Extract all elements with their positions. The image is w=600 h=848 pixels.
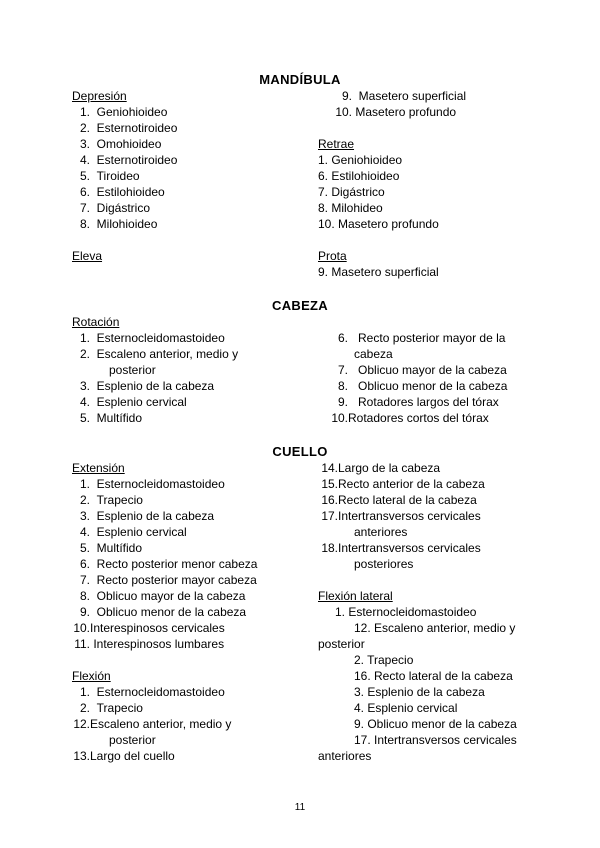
list-item: 13.Largo del cuello — [73, 749, 175, 763]
list-item-continuation: anteriores — [318, 749, 372, 763]
list-item: 3. Esplenio de la cabeza — [354, 685, 485, 699]
page-number: 11 — [294, 802, 306, 813]
subheading-depresion: Depresión — [72, 89, 127, 103]
list-item: 6. Estilohioideo — [79, 185, 165, 199]
list-item: 6. Recto posterior menor cabeza — [79, 557, 258, 571]
list-item-continuation: posterior — [109, 733, 156, 747]
list-item: 1. Esternocleidomastoideo — [79, 477, 225, 491]
list-item: 9. Oblicuo menor de la cabeza — [79, 605, 247, 619]
list-item: 12. Escaleno anterior, medio y — [354, 621, 516, 635]
list-item: 8. Milohideo — [318, 201, 383, 215]
list-item: 16.Recto lateral de la cabeza — [321, 493, 477, 507]
list-item: 9. Rotadores largos del tórax — [337, 395, 499, 409]
section-title-cuello: CUELLO — [272, 444, 328, 459]
list-item: 1. Esternocleidomastoideo — [79, 331, 225, 345]
list-item: 8. Milohioideo — [79, 217, 158, 231]
section-title-cabeza: CABEZA — [272, 298, 328, 313]
subheading-prota: Prota — [318, 249, 347, 263]
list-item: 11. Interespinosos lumbares — [74, 637, 225, 651]
list-item: 7. Oblicuo mayor de la cabeza — [337, 363, 507, 377]
list-item: 2. Escaleno anterior, medio y — [79, 347, 239, 361]
list-item: 5. Multífido — [79, 541, 143, 555]
list-item: 7. Digástrico — [318, 185, 385, 199]
list-item: 7. Recto posterior mayor cabeza — [79, 573, 257, 587]
list-item: 2. Esternotiroideo — [79, 121, 178, 135]
list-item-continuation: anteriores — [354, 525, 408, 539]
list-item-continuation: posterior — [109, 363, 156, 377]
subheading-retrae: Retrae — [318, 137, 355, 151]
list-item: 17. Intertransversos cervicales — [354, 733, 517, 747]
subheading-flexion-lateral: Flexión lateral — [318, 589, 393, 603]
list-item: 14.Largo de la cabeza — [321, 461, 441, 475]
list-item: 5. Multífido — [79, 411, 143, 425]
list-item: 2. Trapecio — [79, 701, 143, 715]
subheading-extension: Extensión — [72, 461, 125, 475]
list-item: 4. Esplenio cervical — [79, 395, 187, 409]
list-item: 1. Esternocleidomastoideo — [79, 685, 225, 699]
list-item: 6. Estilohioideo — [318, 169, 400, 183]
list-item-continuation: posteriores — [354, 557, 414, 571]
list-item: 8. Oblicuo menor de la cabeza — [337, 379, 508, 393]
list-item: 6. Recto posterior mayor de la — [337, 331, 506, 345]
list-item: 3. Omohioideo — [79, 137, 162, 151]
list-item: 1. Geniohioideo — [318, 153, 403, 167]
list-item: 8. Oblicuo mayor de la cabeza — [79, 589, 246, 603]
list-item: 7. Digástrico — [79, 201, 151, 215]
list-item: 5. Tiroideo — [79, 169, 140, 183]
list-item-continuation: posterior — [318, 637, 365, 651]
list-item: 10.Interespinosos cervicales — [73, 621, 225, 635]
list-item: 16. Recto lateral de la cabeza — [354, 669, 513, 683]
list-item: 4. Esternotiroideo — [79, 153, 178, 167]
list-item: 15.Recto anterior de la cabeza — [321, 477, 485, 491]
list-item: 10. Masetero profundo — [335, 105, 457, 119]
list-item: 9. Oblicuo menor de la cabeza — [354, 717, 517, 731]
list-item: 17.Intertransversos cervicales — [321, 509, 481, 523]
list-item: 9. Masetero superficial — [341, 89, 467, 103]
list-item: 10.Rotadores cortos del tórax — [331, 411, 489, 425]
list-item: 1. Esternocleidomastoideo — [335, 605, 477, 619]
section-title-mandibula: MANDÍBULA — [259, 72, 341, 87]
list-item-continuation: cabeza — [354, 347, 393, 361]
list-item: 9. Masetero superficial — [318, 265, 439, 279]
subheading-eleva: Eleva — [72, 249, 103, 263]
list-item: 2. Trapecio — [79, 493, 143, 507]
subheading-flexion: Flexión — [72, 669, 111, 683]
list-item: 12.Escaleno anterior, medio y — [73, 717, 232, 731]
list-item: 1. Geniohioideo — [79, 105, 168, 119]
subheading-rotacion: Rotación — [72, 315, 120, 329]
list-item: 3. Esplenio de la cabeza — [79, 509, 215, 523]
list-item: 10. Masetero profundo — [318, 217, 439, 231]
list-item: 3. Esplenio de la cabeza — [79, 379, 215, 393]
list-item: 2. Trapecio — [354, 653, 414, 667]
list-item: 18.Intertransversos cervicales — [321, 541, 481, 555]
list-item: 4. Esplenio cervical — [79, 525, 187, 539]
list-item: 4. Esplenio cervical — [354, 701, 458, 715]
